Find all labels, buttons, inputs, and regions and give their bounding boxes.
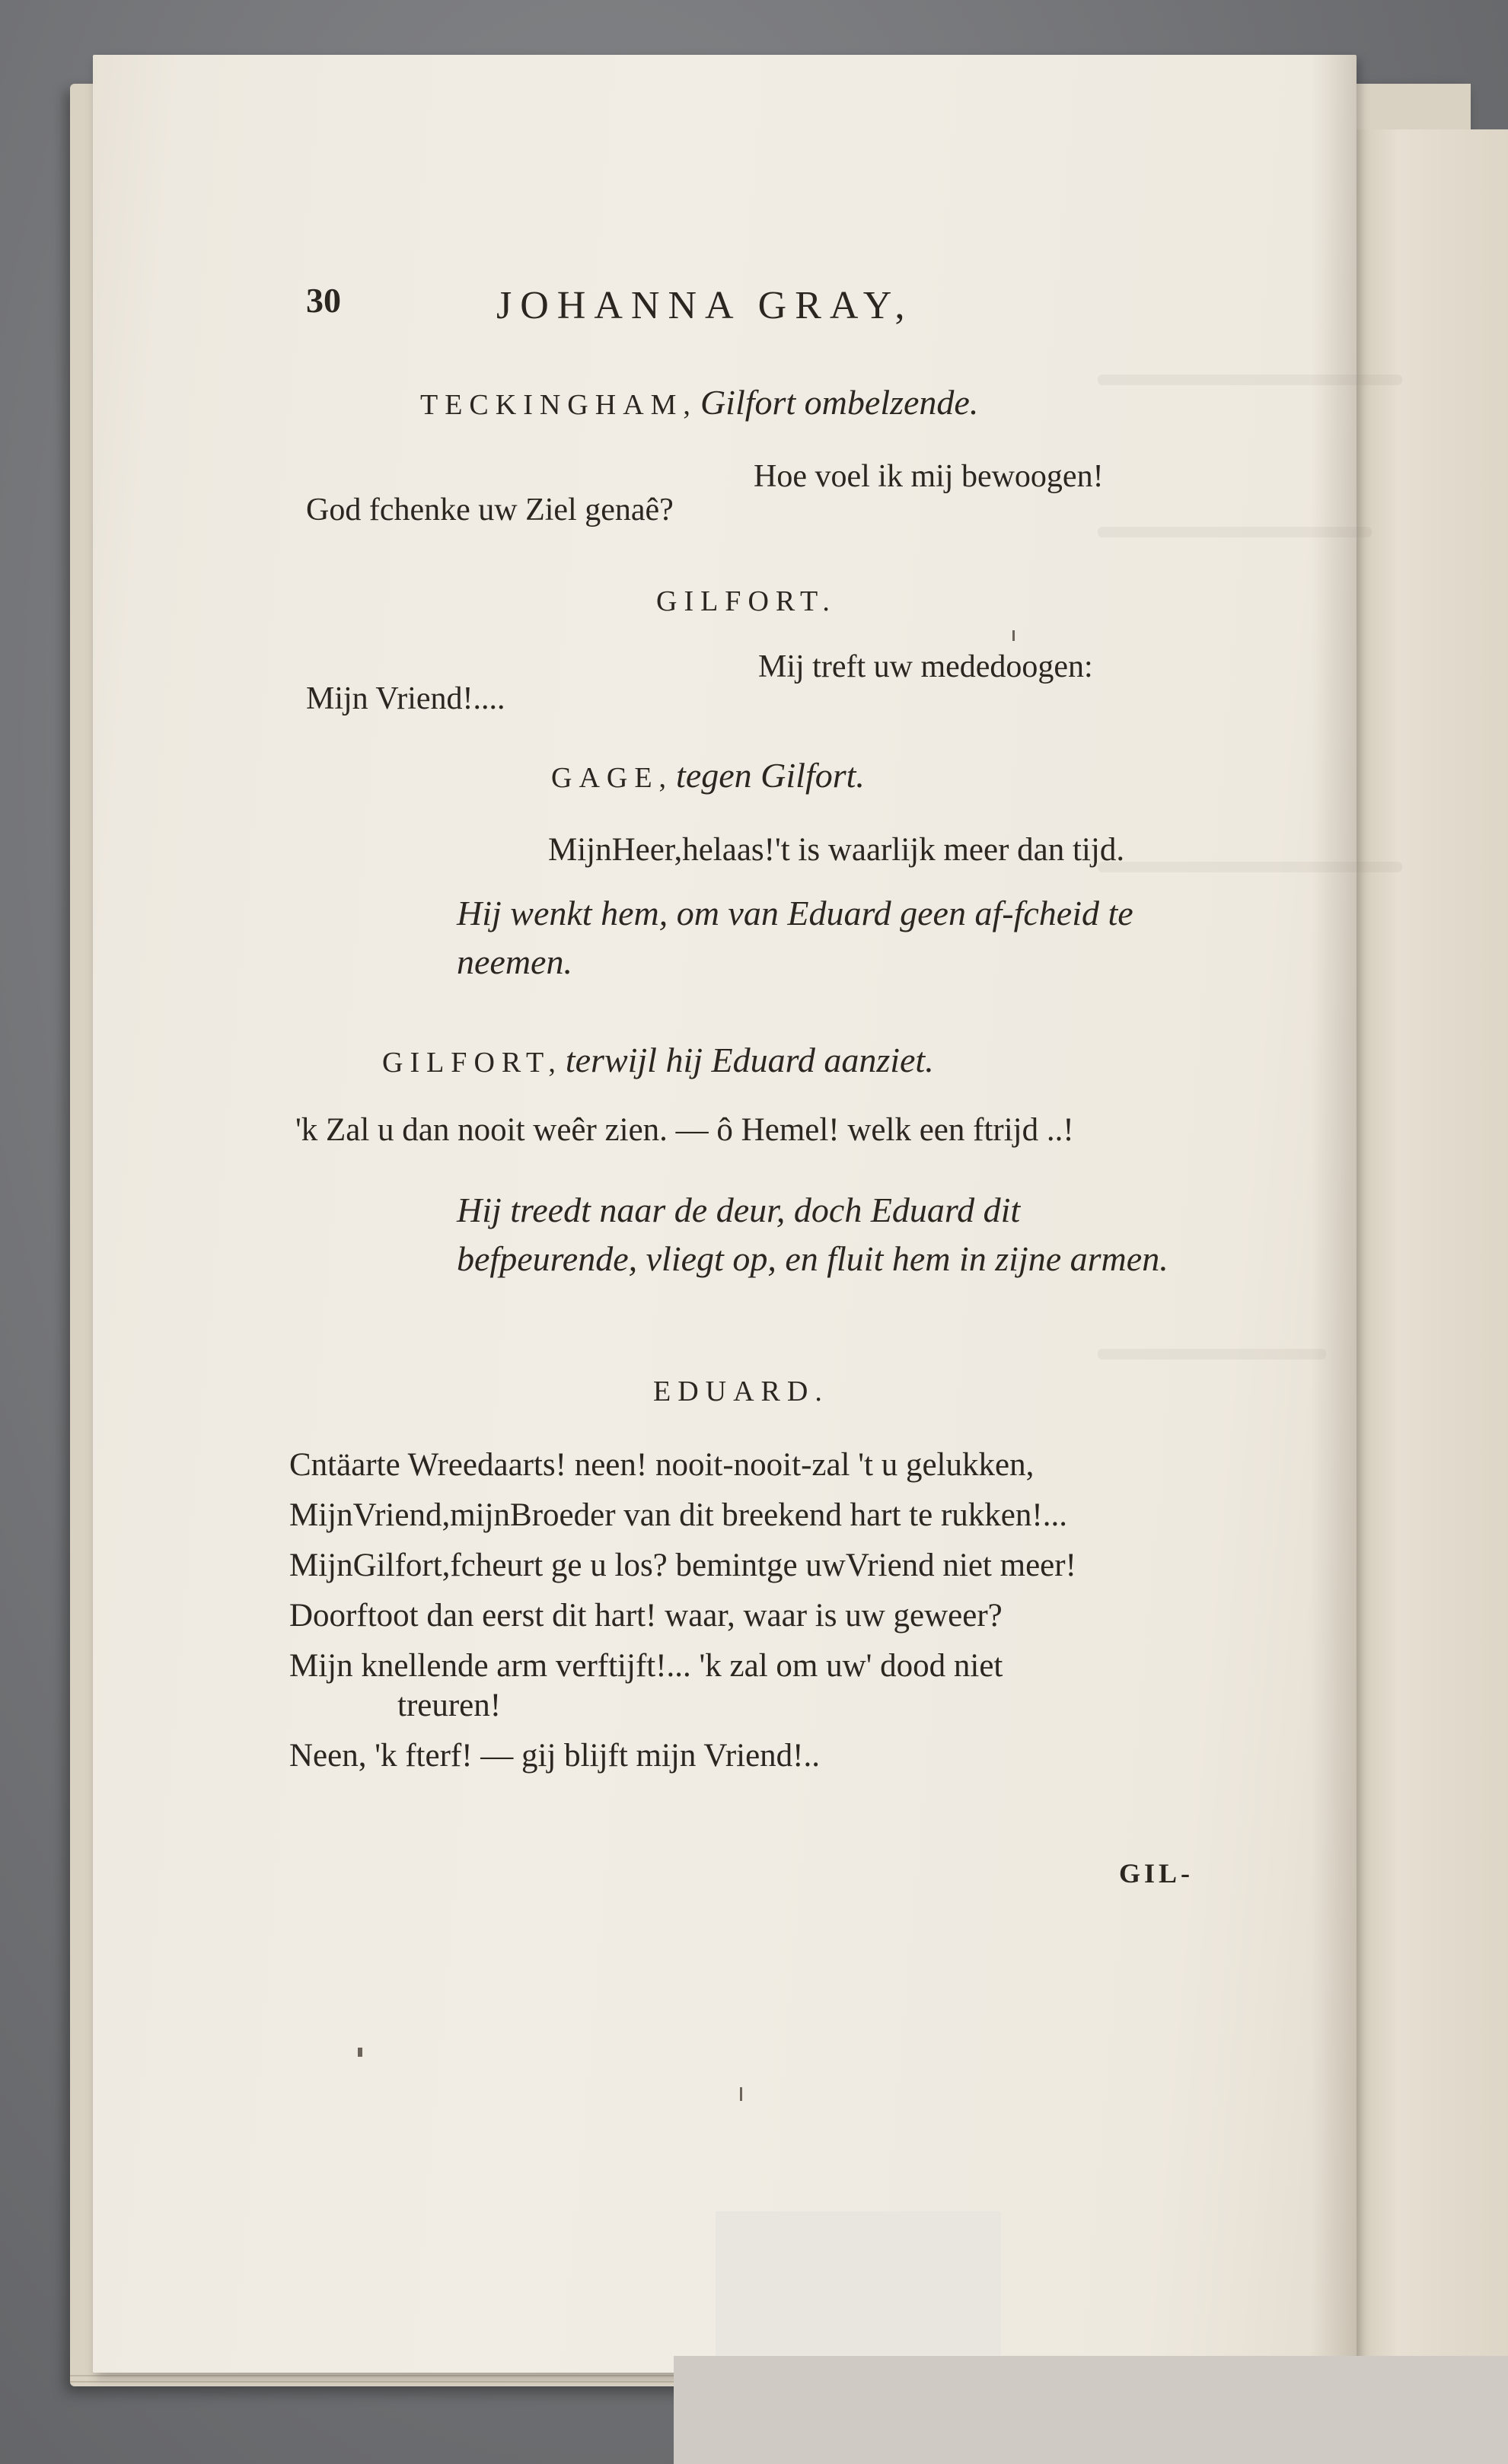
stage-direction: Hij wenkt hem, om van Eduard geen af-fcheid te neemen.: [457, 894, 1133, 982]
speaker-name: TECKINGHAM,: [420, 389, 697, 421]
stage-direction: Gilfort ombelzende.: [700, 383, 979, 422]
speaker-name: GILFORT,: [382, 1047, 563, 1079]
ink-speck: [740, 2087, 742, 2101]
stage-direction: Hij treedt naar de deur, doch Eduard dit befpeurende, vliegt op, en fluit hem in zijne armen.: [457, 1191, 1168, 1279]
verse-line: God fchenke uw Ziel genaê?: [306, 492, 674, 528]
speaker-heading: EDUARD.: [653, 1375, 829, 1407]
page-gutter-shadow: [1311, 55, 1357, 2373]
verse-line: Neen, 'k fterf! — gij blijft mijn Vriend!..: [289, 1738, 820, 1774]
show-through: [1098, 527, 1372, 537]
verse-line: Cntäarte Wreedaarts! neen! nooit-nooit-zal 't u gelukken,: [289, 1447, 1035, 1483]
ink-speck: [1012, 630, 1015, 641]
speaker-heading: [420, 382, 978, 422]
running-head: JOHANNA GRAY,: [496, 284, 913, 327]
verse-line: Mijn knellende arm verftijft!... 'k zal om uw' dood niet: [289, 1648, 1003, 1684]
verse-line: Doorftoot dan eerst dit hart! waar, waar is uw geweer?: [289, 1598, 1003, 1634]
stage-direction: terwijl hij Eduard aanziet.: [565, 1041, 934, 1079]
redaction-patch: [674, 2356, 1508, 2464]
speaker-name: GAGE,: [551, 762, 674, 794]
page-number: 30: [306, 281, 341, 320]
catchword: GIL-: [1119, 1858, 1194, 1889]
show-through: [1098, 1349, 1326, 1360]
verse-line: Mijn Vriend!....: [306, 681, 505, 716]
show-through: [1098, 862, 1402, 872]
speaker-heading: [382, 1040, 934, 1080]
facing-page: [1347, 129, 1508, 2383]
ink-speck: [358, 2048, 362, 2057]
verse-line: 'k Zal u dan nooit weêr zien. — ô Hemel! welk een ftrijd ..!: [295, 1112, 1074, 1148]
verse-line: MijnHeer,helaas!'t is waarlijk meer dan tijd.: [548, 832, 1125, 868]
redaction-patch: [716, 2211, 1001, 2356]
stage-direction: tegen Gilfort.: [676, 756, 865, 795]
verse-line: treuren!: [397, 1688, 502, 1723]
verse-line: MijnGilfort,fcheurt ge u los? bemintge uwVriend niet meer!: [289, 1548, 1076, 1583]
verse-line: MijnVriend,mijnBroeder van dit breekend hart te rukken!...: [289, 1497, 1067, 1533]
show-through: [1098, 375, 1402, 385]
speaker-heading: GILFORT.: [656, 585, 837, 617]
verse-line: Mij treft uw mededoogen:: [758, 649, 1093, 684]
speaker-heading: [551, 755, 865, 795]
verse-line: Hoe voel ik mij bewoogen!: [754, 459, 1104, 494]
